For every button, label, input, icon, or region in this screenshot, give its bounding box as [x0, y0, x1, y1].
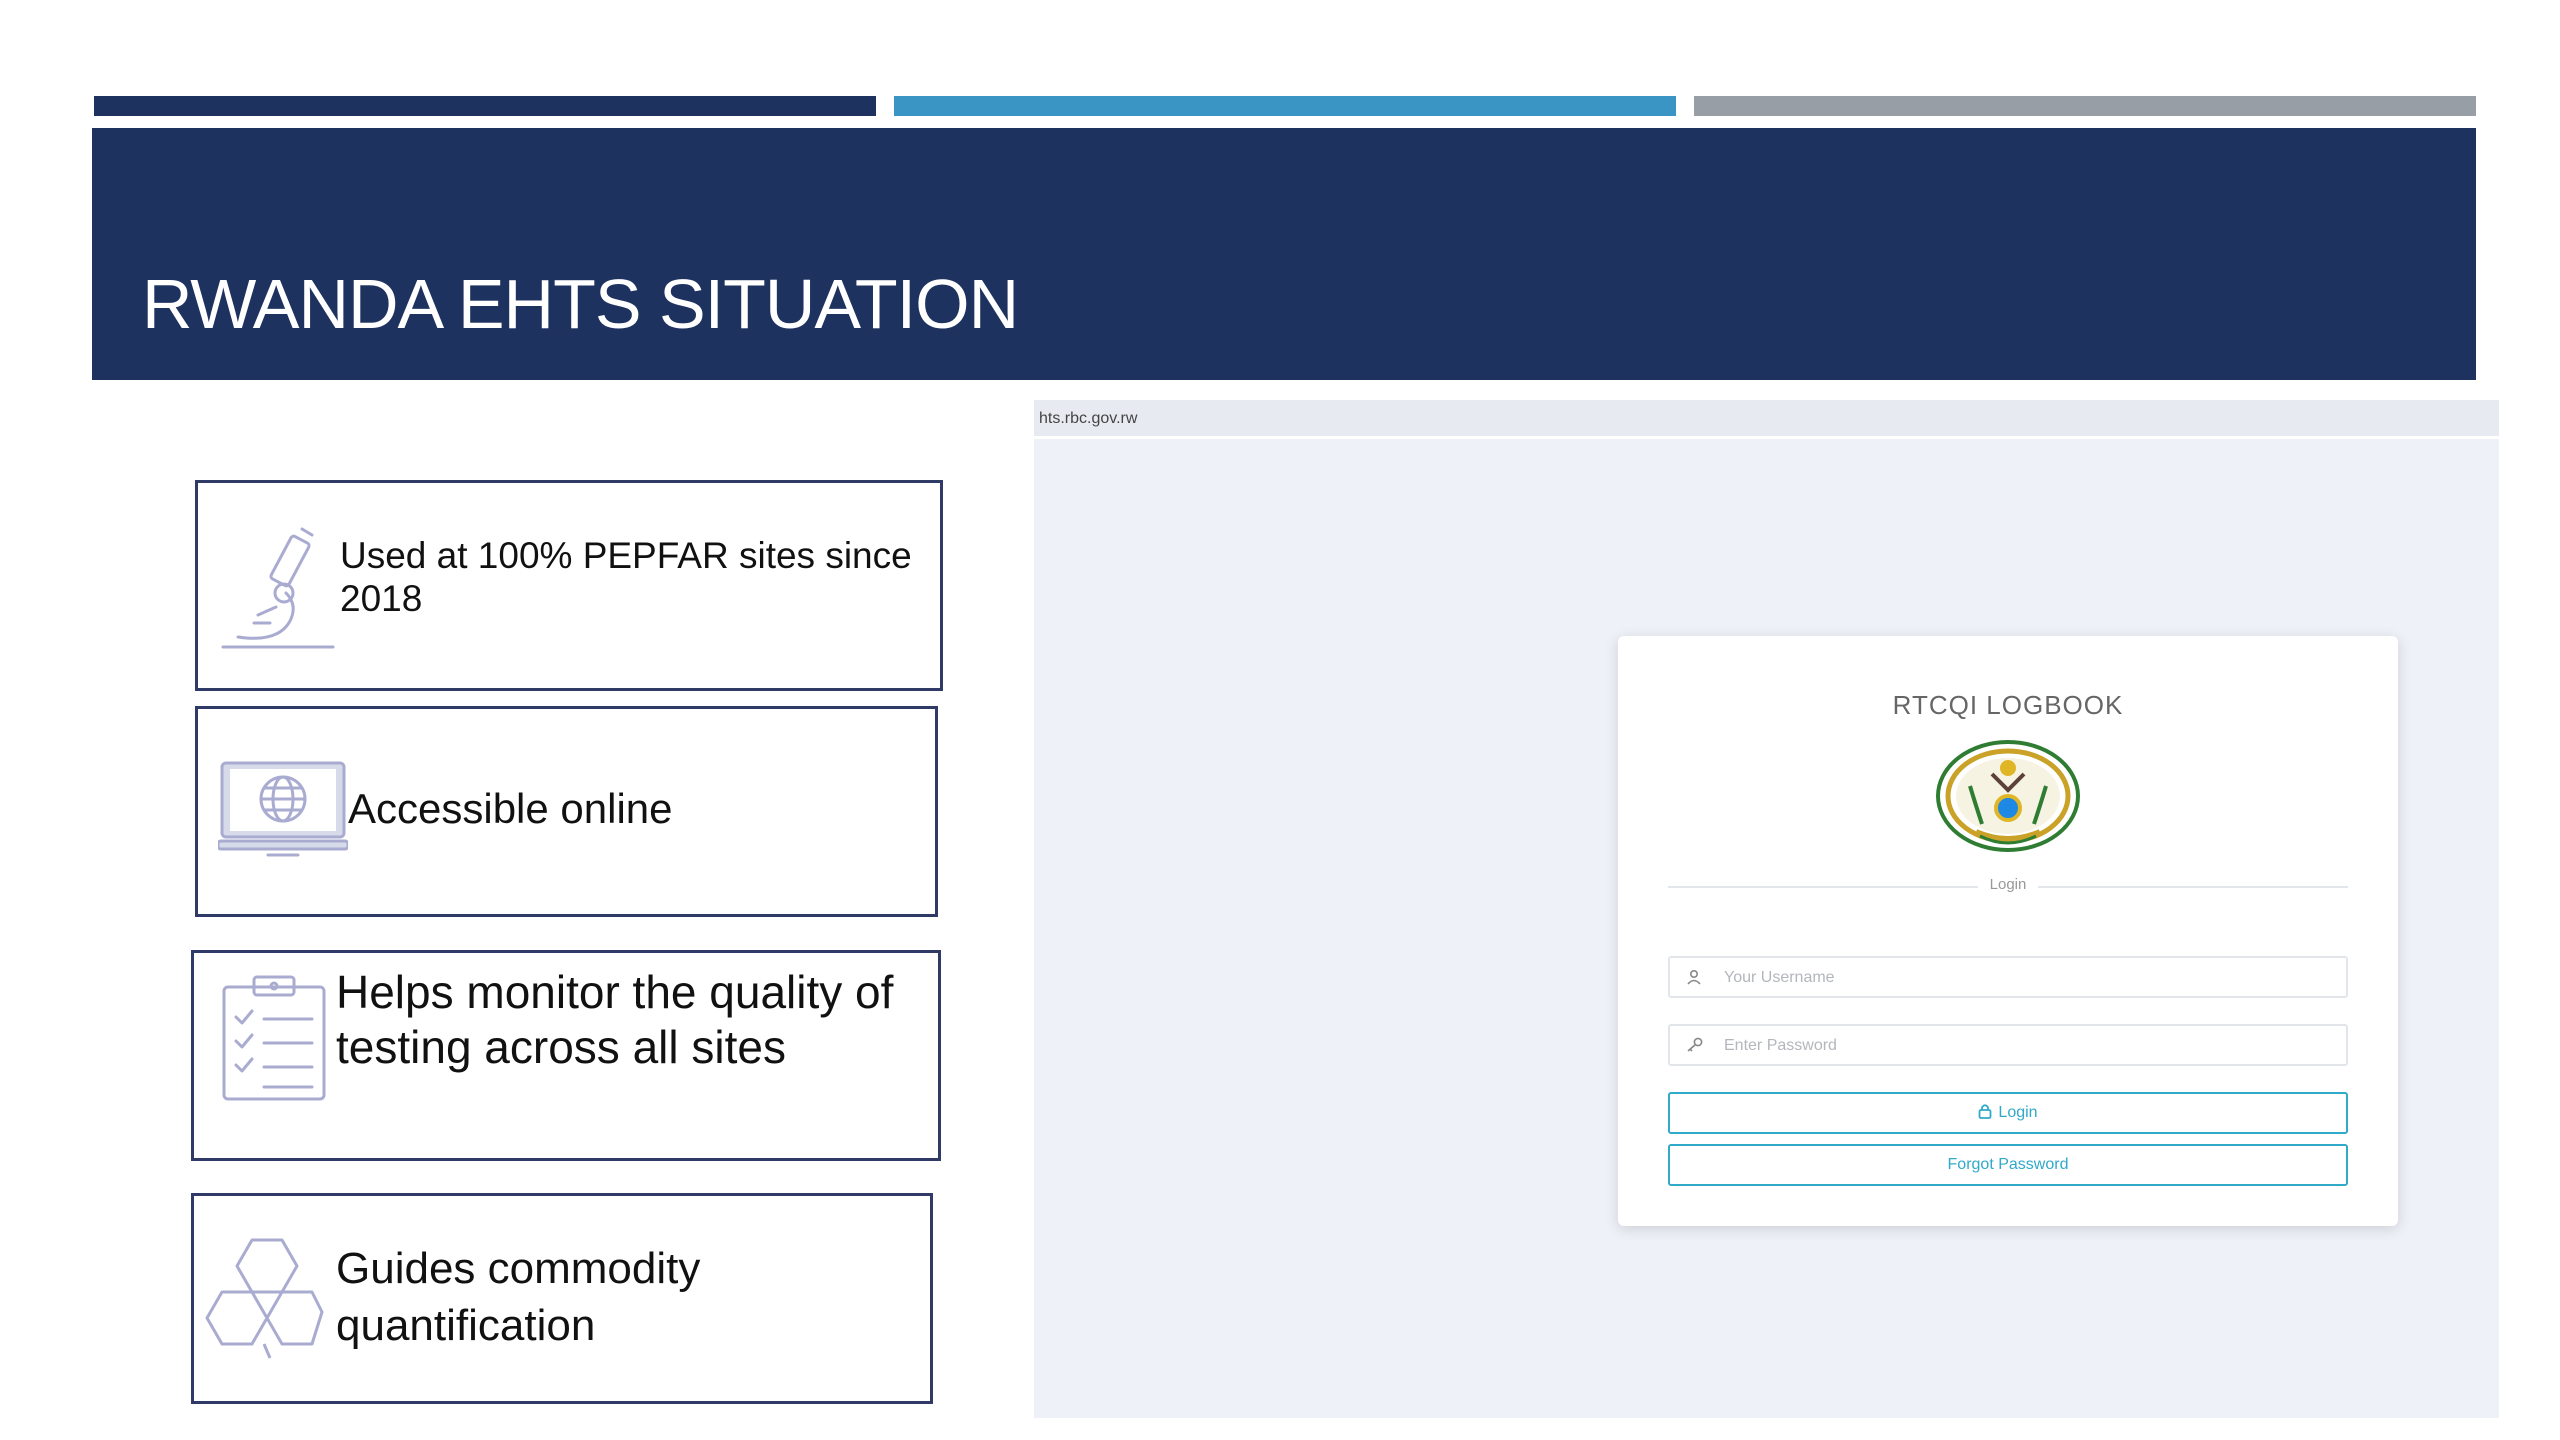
password-input[interactable]: [1722, 1032, 2326, 1060]
accent-bar-gray: [1694, 96, 2476, 116]
key-icon: [1686, 1037, 1704, 1058]
hexagon-molecule-icon: [204, 1234, 324, 1369]
accent-bar-navy: [94, 96, 876, 116]
laptop-globe-icon: [218, 759, 348, 864]
password-field[interactable]: [1668, 1024, 2348, 1066]
username-input[interactable]: [1722, 964, 2326, 992]
title-band: [92, 128, 2476, 380]
login-button-label: Login: [1998, 1104, 2038, 1121]
lock-icon: [1978, 1096, 1992, 1134]
microscope-icon: [218, 523, 338, 658]
username-field[interactable]: [1668, 956, 2348, 998]
card-text: Guides commodity quantification: [336, 1244, 701, 1351]
login-divider-label: Login: [1989, 876, 2027, 893]
clipboard-checklist-icon: [220, 973, 330, 1108]
rwanda-coat-of-arms-icon: [1936, 740, 2080, 863]
feature-card-pepfar: [195, 480, 943, 691]
login-button[interactable]: [1668, 1092, 2348, 1134]
address-bar[interactable]: [1034, 400, 2499, 439]
feature-card-online: [195, 706, 938, 917]
url-text: hts.rbc.gov.rw: [1039, 410, 1138, 427]
accent-bar-blue: [894, 96, 1676, 116]
login-title: RTCQI LOGBOOK: [1892, 690, 2124, 720]
card-text: Accessible online: [348, 785, 673, 832]
forgot-password-button[interactable]: [1668, 1144, 2348, 1186]
browser-screenshot: [1034, 400, 2499, 1418]
card-text: Helps monitor the quality of testing across all sites: [336, 966, 894, 1074]
feature-card-quality: [191, 950, 941, 1161]
user-icon: [1686, 969, 1702, 990]
card-text: Used at 100% PEPFAR sites since 2018: [340, 535, 912, 619]
feature-card-commodity: [191, 1193, 933, 1404]
login-card: [1618, 636, 2398, 1226]
slide-title: RWANDA EHTS SITUATION: [142, 265, 1019, 343]
forgot-password-label: Forgot Password: [1947, 1156, 2069, 1173]
